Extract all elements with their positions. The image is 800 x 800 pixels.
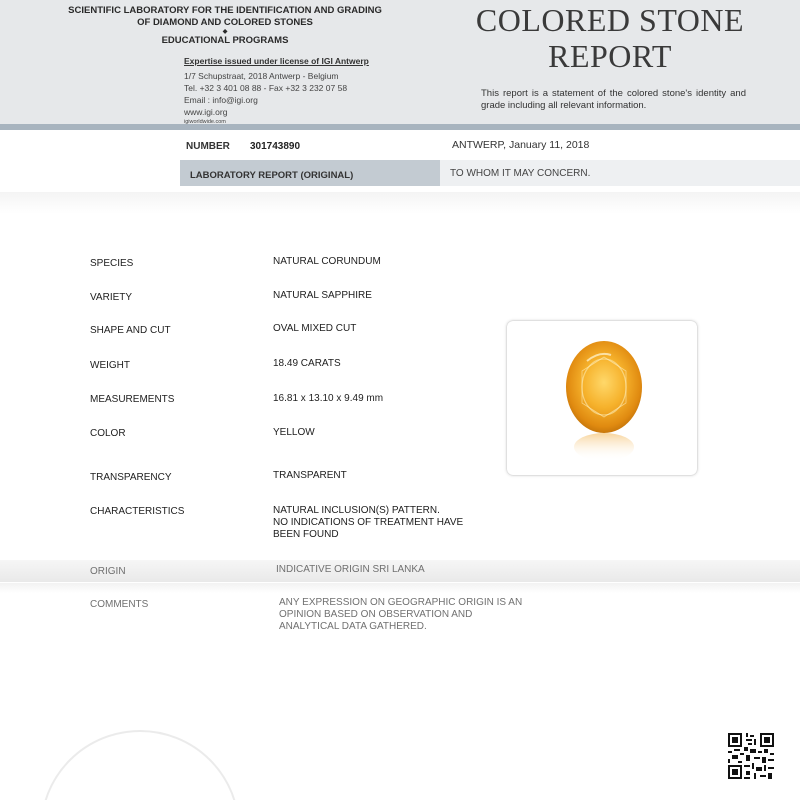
contact-block [184,70,424,126]
report-number: 301743890 [250,141,301,152]
lab-report-label: LABORATORY REPORT (ORIGINAL) [190,170,354,181]
comments-value [279,597,559,633]
web-line: www.igi.org [184,107,228,117]
transparency-value: TRANSPARENT [273,470,347,481]
phone-line: Tel. +32 3 401 08 88 - Fax +32 3 232 07 58 [184,83,348,93]
number-label: NUMBER [186,141,230,152]
report-title [445,2,775,74]
web-small-line: igiworldwide.com [184,119,226,125]
origin-label: ORIGIN [90,566,126,577]
report-city-date: ANTWERP, January 11, 2018 [452,139,590,151]
comment-band [0,583,800,593]
variety-value: NATURAL SAPPHIRE [273,290,372,301]
laboratory-name [60,5,390,47]
address-line: 1/7 Schupstraat, 2018 Antwerp - Belgium [184,71,339,81]
comments-line1: ANY EXPRESSION ON GEOGRAPHIC ORIGIN IS AN [279,597,523,608]
license-text: Expertise issued under license of IGI Antwerp [184,56,369,66]
shape-cut-label: SHAPE AND CUT [90,325,171,336]
variety-label: VARIETY [90,292,133,303]
lab-name-line3: EDUCATIONAL PROGRAMS [161,35,289,46]
email-line: Email : info@igi.org [184,95,258,105]
characteristics-line3: BEEN FOUND [273,529,339,540]
lab-name-line2: OF DIAMOND AND COLORED STONES [137,17,313,28]
characteristics-value [273,505,498,541]
lab-name-line1: SCIENTIFIC LABORATORY FOR THE IDENTIFICATION AND GRADING [68,5,382,16]
color-label: COLOR [90,428,126,439]
measurements-label: MEASUREMENTS [90,394,175,405]
origin-value: INDICATIVE ORIGIN SRI LANKA [276,564,425,575]
report-title-line1: COLORED STONE [475,2,745,38]
measurements-value: 16.81 x 13.10 x 9.49 mm [273,393,384,404]
comments-line3: ANALYTICAL DATA GATHERED. [279,621,427,632]
species-value: NATURAL CORUNDUM [273,256,381,267]
species-label: SPECIES [90,258,134,269]
color-value: YELLOW [273,427,315,438]
characteristics-label: CHARACTERISTICS [90,506,185,517]
paper-fold [0,192,800,214]
sapphire-image [507,321,697,475]
weight-label: WEIGHT [90,360,130,371]
shape-cut-value: OVAL MIXED CUT [273,323,357,334]
transparency-label: TRANSPARENCY [90,472,172,483]
characteristics-line2: NO INDICATIONS OF TREATMENT HAVE [273,517,464,528]
report-intro: This report is a statement of the colored stone's identity and grade including all relevant information. [481,88,746,111]
embossed-seal [40,730,240,800]
lab-divider-dot: ◆ [222,29,228,35]
weight-value: 18.49 CARATS [273,358,341,369]
report-title-line2: REPORT [548,38,672,74]
comments-line2: OPINION BASED ON OBSERVATION AND [279,609,473,620]
characteristics-line1: NATURAL INCLUSION(S) PATTERN. [273,505,440,516]
qr-code [728,733,774,779]
stone-photo [507,321,697,475]
concern-label: TO WHOM IT MAY CONCERN. [450,168,591,179]
comments-label: COMMENTS [90,599,149,610]
